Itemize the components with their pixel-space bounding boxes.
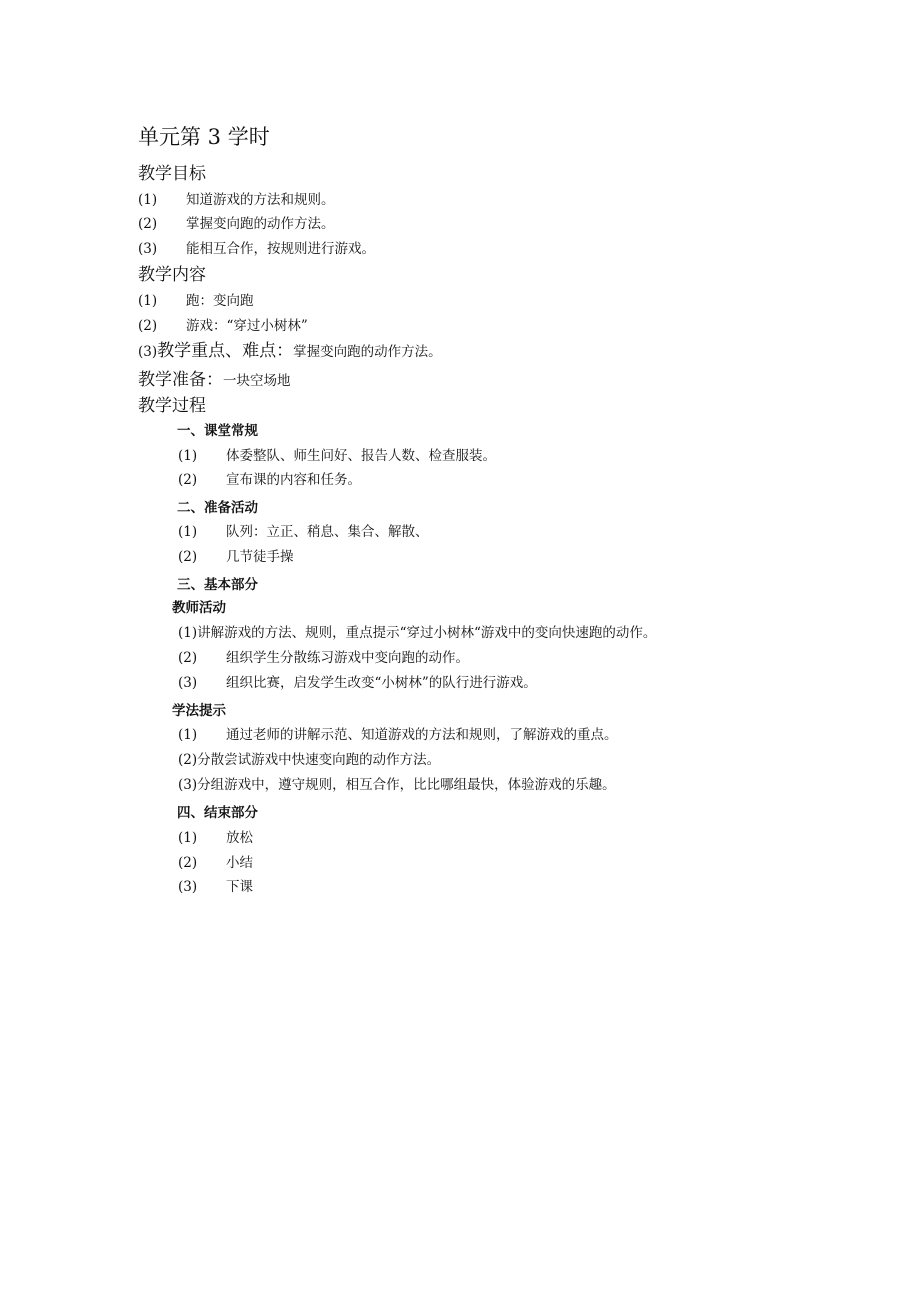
item-number: (1) bbox=[178, 524, 198, 540]
item-text: 分组游戏中，遵守规则，相互合作，比比哪组最快，体验游戏的乐趣。 bbox=[197, 777, 616, 793]
item-text: 通过老师的讲解示范、知道游戏的方法和规则，了解游戏的重点。 bbox=[226, 727, 618, 743]
item-number: (3) bbox=[178, 675, 198, 691]
list-item bbox=[138, 218, 335, 232]
item-number: (1) bbox=[178, 448, 198, 464]
preparation-text: 一块空场地 bbox=[223, 373, 291, 389]
list-item bbox=[178, 881, 253, 895]
content-heading: 教学内容 bbox=[138, 265, 206, 285]
list-item bbox=[178, 729, 618, 743]
subsection-heading: 教师活动 bbox=[172, 600, 226, 616]
item-text: 几节徒手操 bbox=[226, 549, 294, 565]
item-text: 知道游戏的方法和规则。 bbox=[186, 192, 335, 208]
keypoints-text: 掌握变向跑的动作方法。 bbox=[293, 344, 442, 360]
list-item bbox=[138, 194, 335, 208]
item-number: (3) bbox=[138, 241, 158, 257]
preparation-label: 教学准备： bbox=[138, 370, 223, 390]
item-number: (1) bbox=[178, 727, 198, 743]
process-heading: 教学过程 bbox=[138, 396, 206, 416]
subsection-heading: 学法提示 bbox=[172, 703, 226, 719]
list-item bbox=[178, 526, 429, 540]
item-text: 游戏：“穿过小树林” bbox=[186, 318, 308, 334]
list-item bbox=[178, 857, 253, 871]
list-item bbox=[178, 832, 253, 846]
item-text: 体委整队、师生问好、报告人数、检查服装。 bbox=[226, 448, 496, 464]
list-item bbox=[138, 295, 254, 309]
objectives-heading: 教学目标 bbox=[138, 164, 206, 184]
section-heading: 二、准备活动 bbox=[177, 500, 258, 516]
preparation-line bbox=[138, 372, 291, 389]
list-item bbox=[178, 551, 294, 565]
list-item bbox=[178, 652, 469, 666]
page-title: 单元第 3 学时 bbox=[138, 125, 270, 149]
item-number: (1) bbox=[178, 625, 198, 641]
item-text: 跑：变向跑 bbox=[186, 293, 254, 309]
section-heading: 三、基本部分 bbox=[177, 577, 258, 593]
item-text: 组织学生分散练习游戏中变向跑的动作。 bbox=[226, 650, 469, 666]
list-item bbox=[178, 754, 440, 768]
item-number: (2) bbox=[178, 549, 198, 565]
list-item bbox=[138, 320, 308, 334]
item-number: (2) bbox=[138, 216, 158, 232]
list-item bbox=[178, 677, 537, 691]
list-item bbox=[178, 779, 616, 793]
item-text: 放松 bbox=[226, 830, 253, 846]
list-item bbox=[178, 474, 361, 488]
item-number: (3) bbox=[178, 879, 198, 895]
item-number: (2) bbox=[178, 752, 198, 768]
item-number: (1) bbox=[138, 192, 158, 208]
item-text: 分散尝试游戏中快速变向跑的动作方法。 bbox=[197, 752, 441, 768]
keypoints-line bbox=[138, 343, 442, 360]
item-number: (2) bbox=[178, 855, 198, 871]
item-number: (1) bbox=[138, 293, 158, 309]
item-number: (2) bbox=[178, 472, 198, 488]
item-text: 组织比赛，启发学生改变“小树林”的队行进行游戏。 bbox=[226, 675, 537, 691]
item-number: (2) bbox=[178, 650, 198, 666]
keypoints-label: 教学重点、难点： bbox=[157, 341, 294, 361]
item-text: 小结 bbox=[226, 855, 253, 871]
list-item bbox=[178, 627, 656, 641]
item-text: 下课 bbox=[226, 879, 253, 895]
item-text: 讲解游戏的方法、规则，重点提示“穿过小树林“游戏中的变向快速跑的动作。 bbox=[197, 625, 657, 641]
section-heading: 一、课堂常规 bbox=[177, 423, 258, 439]
list-item bbox=[138, 243, 375, 257]
item-text: 能相互合作，按规则进行游戏。 bbox=[186, 241, 375, 257]
item-number: (2) bbox=[138, 318, 158, 334]
item-text: 队列：立正、稍息、集合、解散、 bbox=[226, 524, 429, 540]
list-item bbox=[178, 450, 496, 464]
item-text: 掌握变向跑的动作方法。 bbox=[186, 216, 335, 232]
item-number: (3) bbox=[138, 344, 158, 360]
item-text: 宣布课的内容和任务。 bbox=[226, 472, 361, 488]
section-heading: 四、结束部分 bbox=[177, 805, 258, 821]
item-number: (1) bbox=[178, 830, 198, 846]
item-number: (3) bbox=[178, 777, 198, 793]
